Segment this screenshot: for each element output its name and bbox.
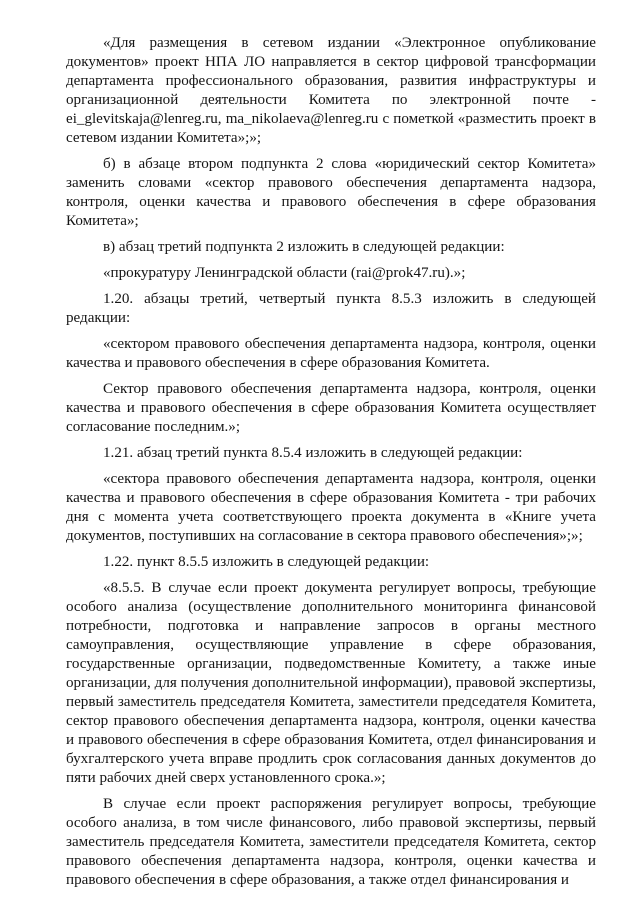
paragraph-1-21: 1.21. абзац третий пункта 8.5.4 изложить в следующей редакции: <box>103 445 523 461</box>
paragraph-b-abzac-vtoroy: б) в абзаце втором подпункта 2 слова «юридический сектор Комитета» заменить словами «сектор правового обеспечения департамента надзора, контроля, оценки качества и правового обеспечения в сфере образования Комитета»; <box>66 156 596 229</box>
paragraph-publication-email: «Для размещения в сетевом издании «Электронное опубликование документов» проект НПА ЛО направляется в сектор цифровой трансформации департамента профессионального образования, развития инфраструктуры и организационной деятельности Комитета по электронной почте - ei_glevitskaja@lenreg.ru, ma_nikolaeva@lenreg.ru с пометкой «разместить проект в сетевом издании Комитета»;»; <box>66 35 596 146</box>
paragraph-proekt-rasporyazheniya: В случае если проект распоряжения регулирует вопросы, требующие особого анализа, в том числе финансового, либо правовой экспертизы, первый заместитель председателя Комитета, заместители председателя Комитета, сектор правового обеспечения департамента надзора, контроля, оценки качества и правового обеспечения в сфере образования, а также отдел финансирования и <box>66 796 596 888</box>
paragraph-sektorom-pravovogo: «сектором правового обеспечения департамента надзора, контроля, оценки качества и правового обеспечения в сфере образования Комитета. <box>66 336 596 371</box>
document-body <box>66 34 596 897</box>
paragraph-8-5-5: «8.5.5. В случае если проект документа регулирует вопросы, требующие особого анализа (осуществление дополнительного мониторинга финансовой потребности, подготовка и направление запросов в органы местного самоуправления, осуществляющие управление в сфере образования, государственные организации, подведомственные Комитету, а также иные организации, для получения дополнительной информации), правовой экспертизы, первый заместитель председателя Комитета, заместители председателя Комитета, сектор правового обеспечения департамента надзора, контроля, оценки качества и правового обеспечения в сфере образования Комитета, отдел финансирования и бухгалтерского учета вправе продлить срок согласования данных документов до пяти рабочих дней сверх установленного срока.»; <box>66 580 596 786</box>
paragraph-v-abzac-tretiy: в) абзац третий подпункта 2 изложить в следующей редакции: <box>103 239 505 255</box>
paragraph-sektor-soglasovanie: Сектор правового обеспечения департамента надзора, контроля, оценки качества и правового обеспечения в сфере образования Комитета осуществляет согласование последним.»; <box>66 381 596 435</box>
paragraph-prokuratura: «прокуратуру Ленинградской области (rai@prok47.ru).»; <box>103 265 466 281</box>
paragraph-1-22: 1.22. пункт 8.5.5 изложить в следующей редакции: <box>103 554 430 570</box>
paragraph-1-20: 1.20. абзацы третий, четвертый пункта 8.5.3 изложить в следующей редакции: <box>66 291 596 326</box>
paragraph-tri-rabochih-dnya: «сектора правового обеспечения департамента надзора, контроля, оценки качества и правового обеспечения в сфере образования Комитета - три рабочих дня с момента учета соответствующего проекта документа в «Книге учета документов, поступивших на согласование в сектора правового обеспечения»;»; <box>66 471 596 544</box>
